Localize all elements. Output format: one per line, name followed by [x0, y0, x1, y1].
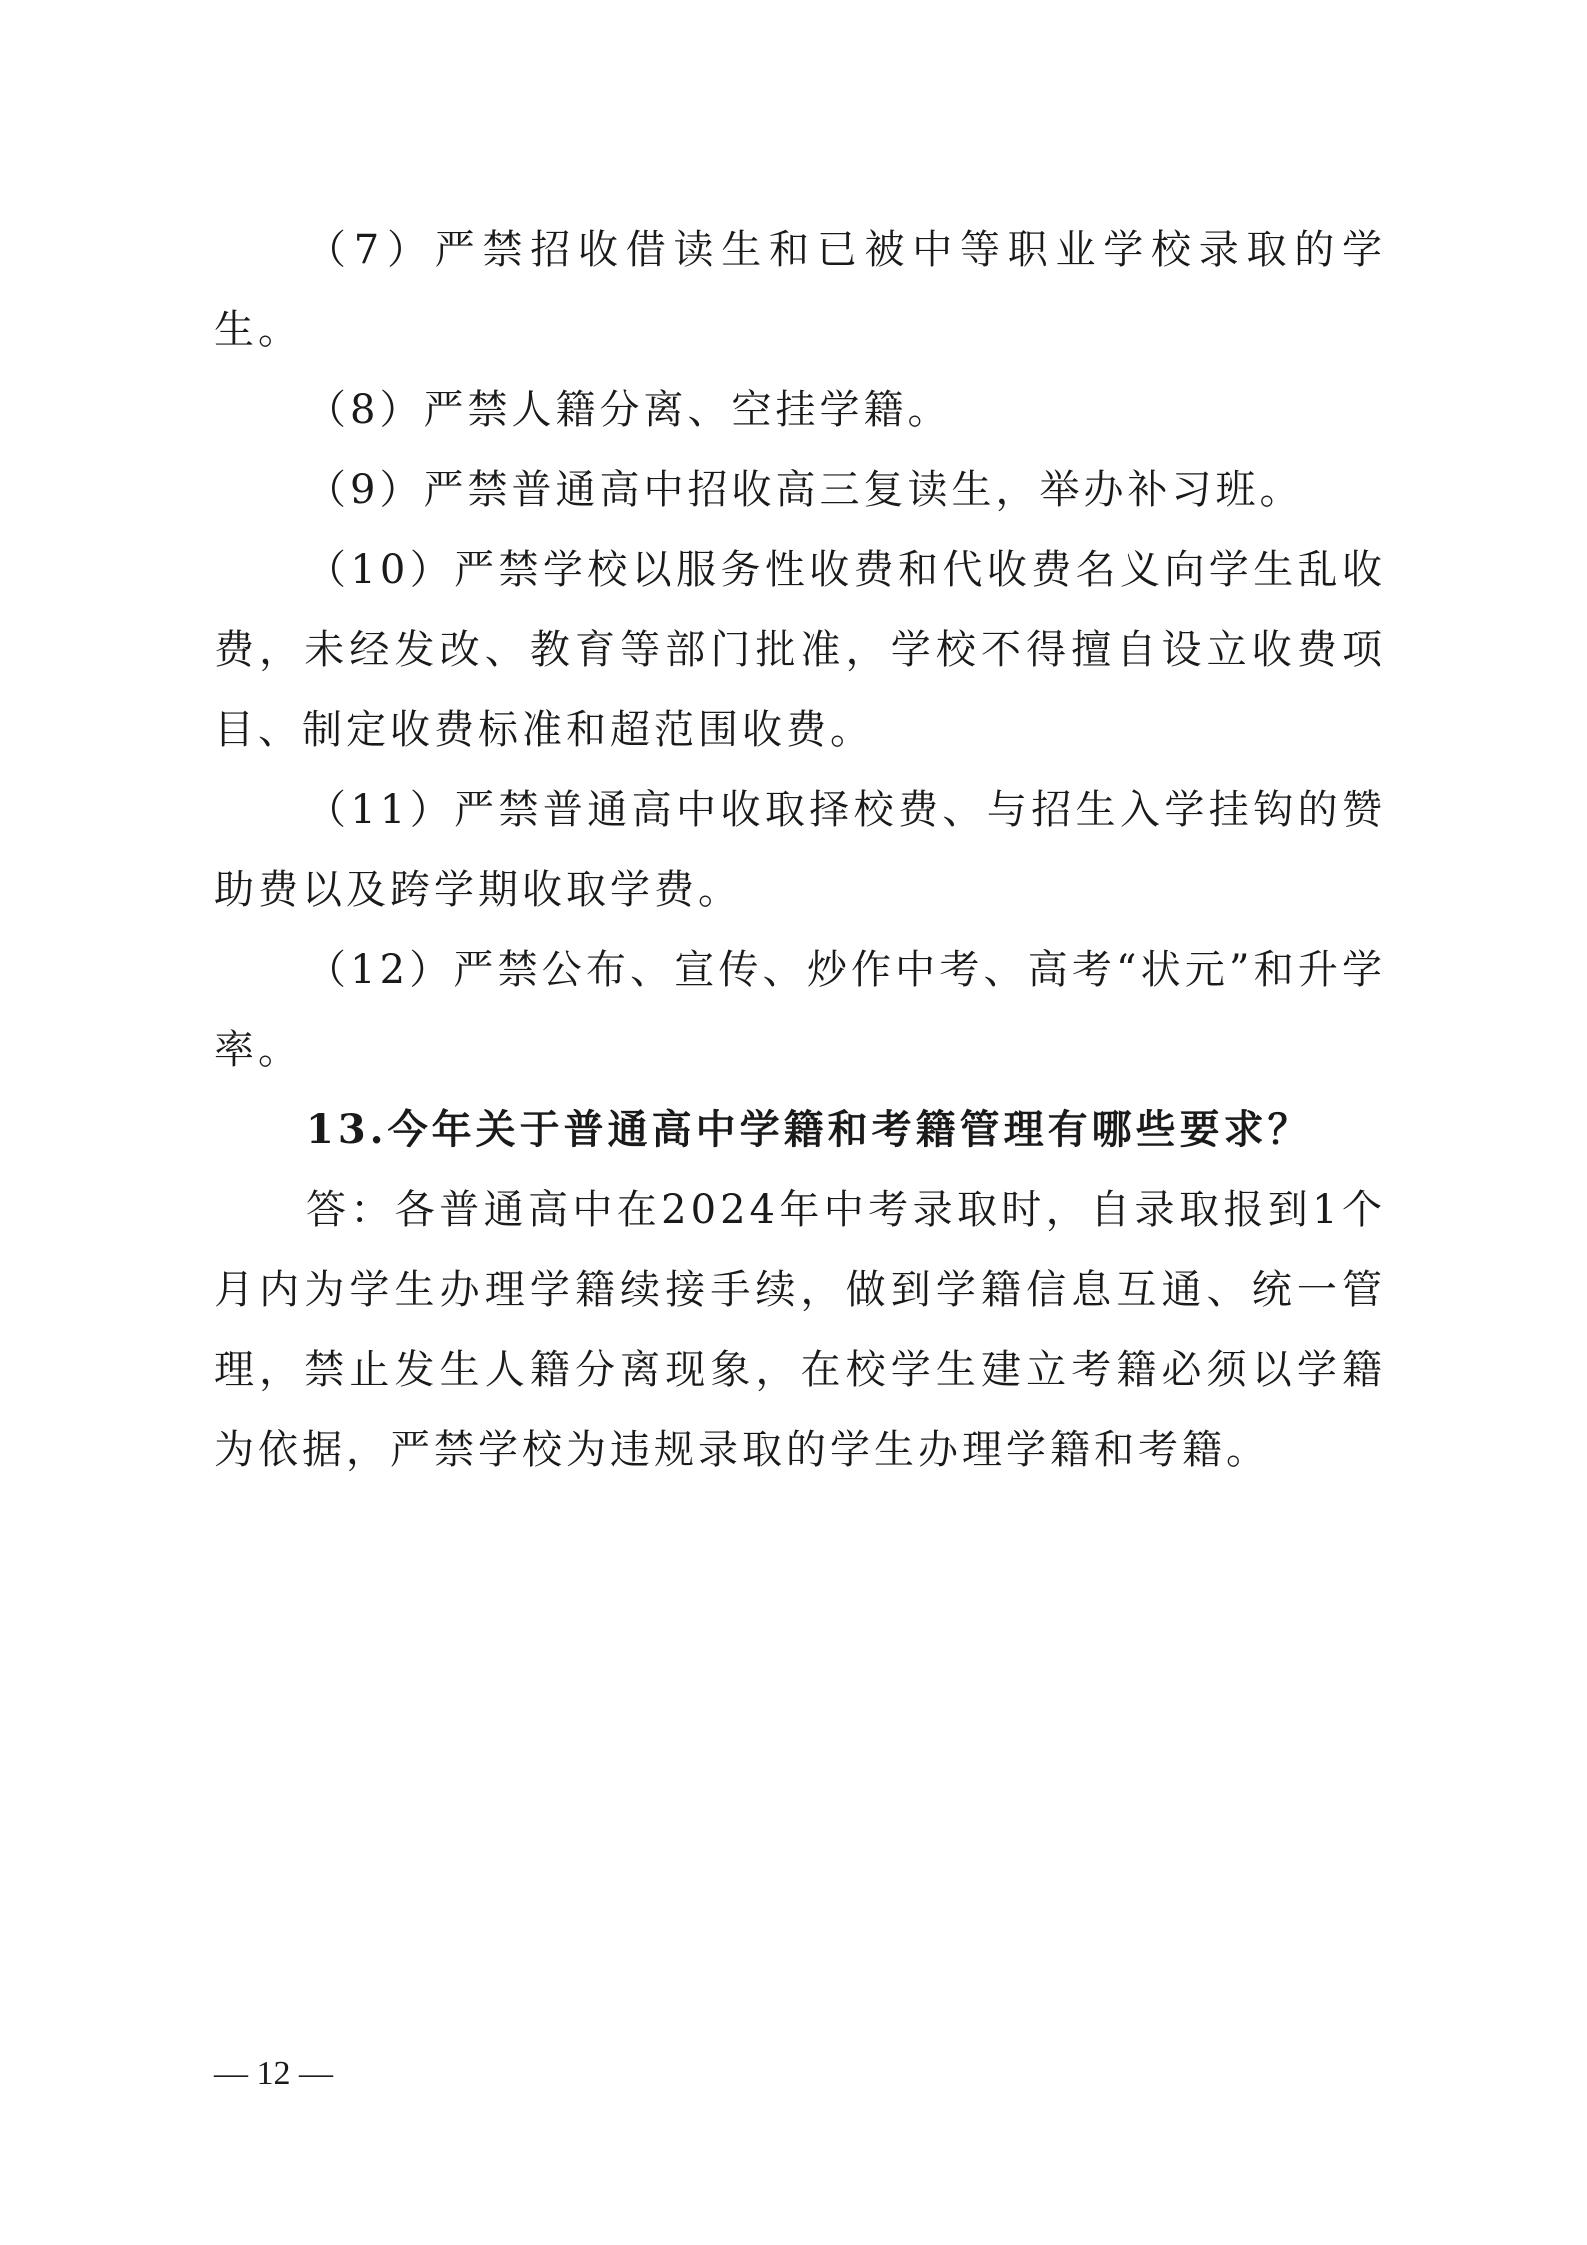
rule-item-12: （12）严禁公布、宣传、炒作中考、高考“状元”和升学率。 [214, 947, 1386, 1073]
page-number: — 12 — [214, 2055, 333, 2092]
rule-item-9: （9）严禁普通高中招收高三复读生，举办补习班。 [306, 467, 1304, 513]
rule-item-10: （10）严禁学校以服务性收费和代收费名义向学生乱收费，未经发改、教育等部门批准，学校不得擅自设立收费项目、制定收费标准和超范围收费。 [214, 547, 1386, 753]
rule-item-7: （7）严禁招收借读生和已被中等职业学校录取的学生。 [214, 227, 1386, 353]
answer-paragraph: 答：各普通高中在2024年中考录取时，自录取报到1个月内为学生办理学籍续接手续，做到学籍信息互通、统一管理，禁止发生人籍分离现象，在校学生建立考籍必须以学籍为依据，严禁学校为违规录取的学生办理学籍和考籍。 [214, 1187, 1386, 1473]
rule-item-8: （8）严禁人籍分离、空挂学籍。 [306, 387, 952, 433]
question-heading: 13.今年关于普通高中学籍和考籍管理有哪些要求？ [306, 1106, 1312, 1153]
rule-item-11: （11）严禁普通高中收取择校费、与招生入学挂钩的赞助费以及跨学期收取学费。 [214, 787, 1386, 913]
document-body [214, 210, 1386, 1490]
